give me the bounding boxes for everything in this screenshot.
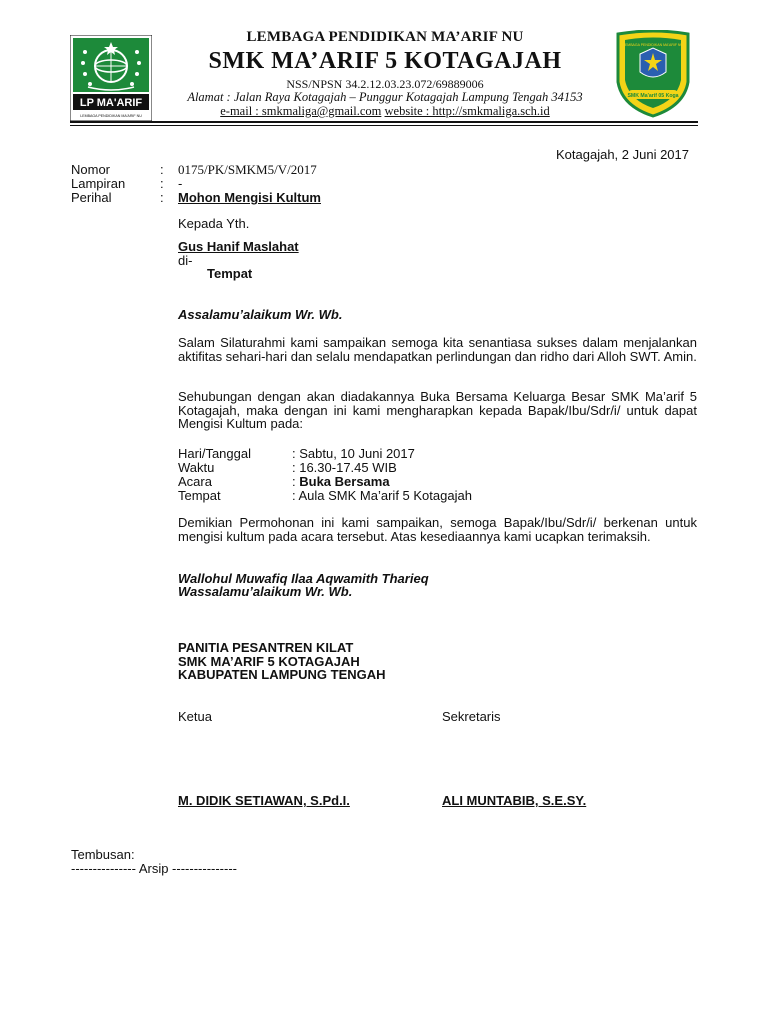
event-value-time: : 16.30-17.45 WIB — [292, 460, 397, 475]
meta-sep-lampiran: : — [160, 176, 164, 191]
meta-sep-perihal: : — [160, 190, 164, 205]
meta-label-nomor: Nomor — [71, 162, 111, 177]
committee-line-1: PANITIA PESANTREN KILAT — [178, 640, 354, 655]
closing-line-2: Wassalamu’alaikum Wr. Wb. — [178, 584, 353, 599]
committee-line-2: SMK MA’ARIF 5 KOTAGAJAH — [178, 654, 360, 669]
svg-text:LEMBAGA PENDIDIKAN MA'ARIF NU: LEMBAGA PENDIDIKAN MA'ARIF NU — [623, 43, 683, 47]
meta-value-nomor: 0175/PK/SMKM5/V/2017 — [178, 162, 317, 177]
nss-npsn: NSS/NPSN 34.2.12.03.23.072/69889006 — [286, 77, 484, 91]
event-activity-name: Buka Bersama — [299, 474, 390, 489]
body-paragraph-2: Sehubungan dengan akan diadakannya Buka Bersama Keluarga Besar SMK Ma’arif 5 Kotagajah, maka dengan ini kami mengharapkan kepada Bapak/Ibu/Sdr/i/ untuk dapat Mengisi Kultum pada: — [178, 389, 697, 431]
cc-label: Tembusan: — [71, 847, 135, 862]
letterhead-divider-thin — [70, 125, 698, 126]
smk-school-emblem — [612, 30, 694, 118]
meta-label-perihal: Perihal — [71, 190, 112, 205]
meta-value-lampiran: - — [178, 176, 183, 191]
letterhead-divider — [70, 121, 698, 123]
svg-text:LEMBAGA PENDIDIKAN MA'ARIF NU: LEMBAGA PENDIDIKAN MA'ARIF NU — [80, 114, 142, 118]
meta-sep-nomor: : — [160, 162, 164, 177]
signatory-name-chair: M. DIDIK SETIAWAN, S.Pd.I. — [178, 793, 350, 808]
event-label-date: Hari/Tanggal — [178, 446, 251, 461]
body-paragraph-1: Salam Silaturahmi kami sampaikan semoga kita senantiasa sukses dalam menjalankan aktifitas sehari-hari dan selalu mendapatkan perlindungan dan ridho dari Alloh SWT. Amin. — [178, 335, 697, 364]
closing-paragraph: Demikian Permohonan ini kami sampaikan, semoga Bapak/Ibu/Sdr/i/ berkenan untuk mengisi kultum pada acara tersebut. Atas kesediaannya kami ucapkan terimaksih. — [178, 515, 697, 544]
opening-salutation: Assalamu’alaikum Wr. Wb. — [178, 307, 343, 322]
recipient-name: Gus Hanif Maslahat — [178, 239, 299, 254]
svg-text:SMK Ma'arif 05 Koga: SMK Ma'arif 05 Koga — [627, 93, 679, 99]
cc-item-archive: --------------- Arsip --------------- — [71, 861, 237, 876]
signatory-name-secretary: ALI MUNTABIB, S.E.SY. — [442, 793, 587, 808]
recipient-greeting: Kepada Yth. — [178, 216, 250, 231]
svg-text:LP MA'ARIF: LP MA'ARIF — [79, 97, 143, 109]
event-label-venue: Tempat — [178, 488, 221, 503]
organization-name: LEMBAGA PENDIDIKAN MA’ARIF NU — [246, 29, 524, 45]
meta-label-lampiran: Lampiran — [71, 176, 126, 191]
school-address: Alamat : Jalan Raya Kotagajah – Punggur Kotagajah Lampung Tengah 34153 — [187, 90, 583, 104]
event-value-venue: : Aula SMK Ma’arif 5 Kotagajah — [292, 488, 472, 503]
website-link[interactable]: website : http://smkmaliga.sch.id — [384, 104, 550, 118]
event-value-activity: : Buka Bersama — [292, 474, 390, 489]
event-value-date: : Sabtu, 10 Juni 2017 — [292, 446, 415, 461]
recipient-di: di- — [178, 253, 193, 268]
recipient-place: Tempat — [207, 266, 253, 281]
email-link[interactable]: e-mail : smkmaliga@gmail.com — [220, 104, 382, 118]
lp-maarif-logo — [70, 35, 152, 121]
committee-line-3: KABUPATEN LAMPUNG TENGAH — [178, 667, 386, 682]
event-label-time: Waktu — [178, 460, 215, 475]
school-contact — [160, 104, 610, 119]
school-name: SMK MA’ARIF 5 KOTAGAJAH — [208, 48, 562, 74]
letter-date: Kotagajah, 2 Juni 2017 — [556, 147, 689, 162]
meta-value-perihal: Mohon Mengisi Kultum — [178, 190, 321, 205]
closing-line-1: Wallohul Muwafiq Ilaa Aqwamith Tharieq — [178, 571, 429, 586]
signatory-role-secretary: Sekretaris — [442, 709, 501, 724]
event-label-activity: Acara — [178, 474, 212, 489]
signatory-role-chair: Ketua — [178, 709, 212, 724]
